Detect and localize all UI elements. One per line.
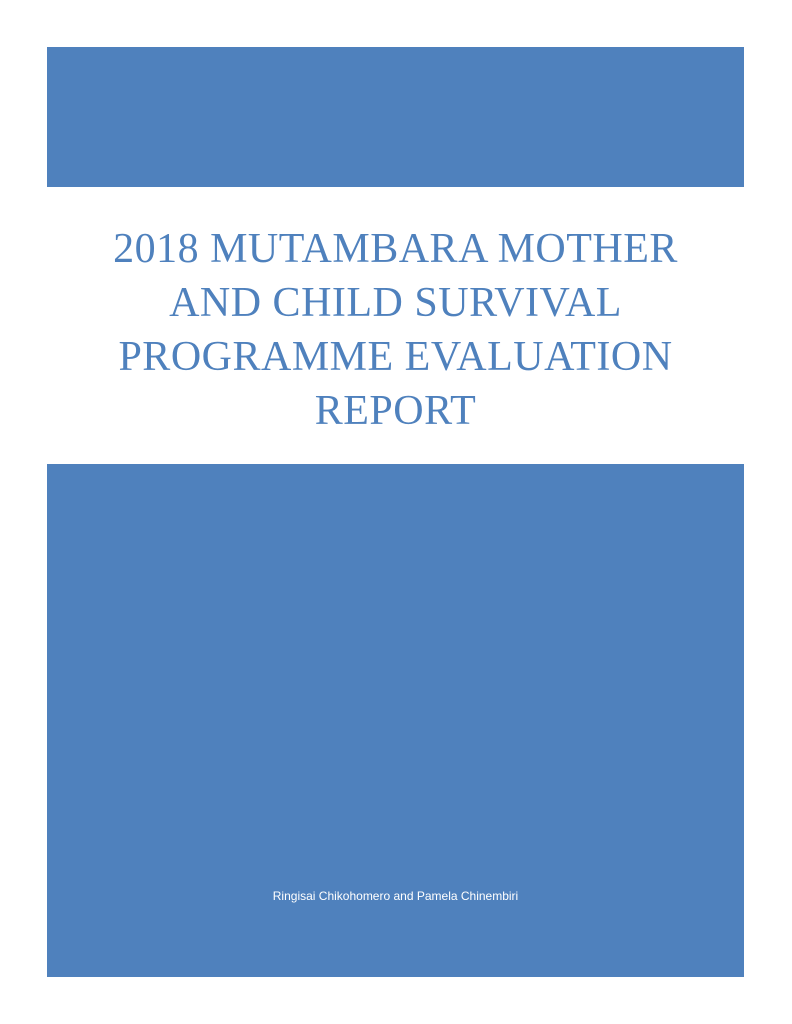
report-title-line-4: REPORT	[314, 388, 477, 434]
report-title-line-3: PROGRAMME EVALUATION	[118, 334, 673, 380]
report-title-line-1: 2018 MUTAMBARA MOTHER	[113, 226, 678, 272]
cover-bottom-panel	[47, 464, 744, 977]
report-title	[47, 222, 744, 438]
report-title-line-2: AND CHILD SURVIVAL	[169, 280, 622, 326]
author-names: Ringisai Chikohomero and Pamela Chinembiri	[272, 889, 519, 903]
cover-top-band	[47, 47, 744, 187]
